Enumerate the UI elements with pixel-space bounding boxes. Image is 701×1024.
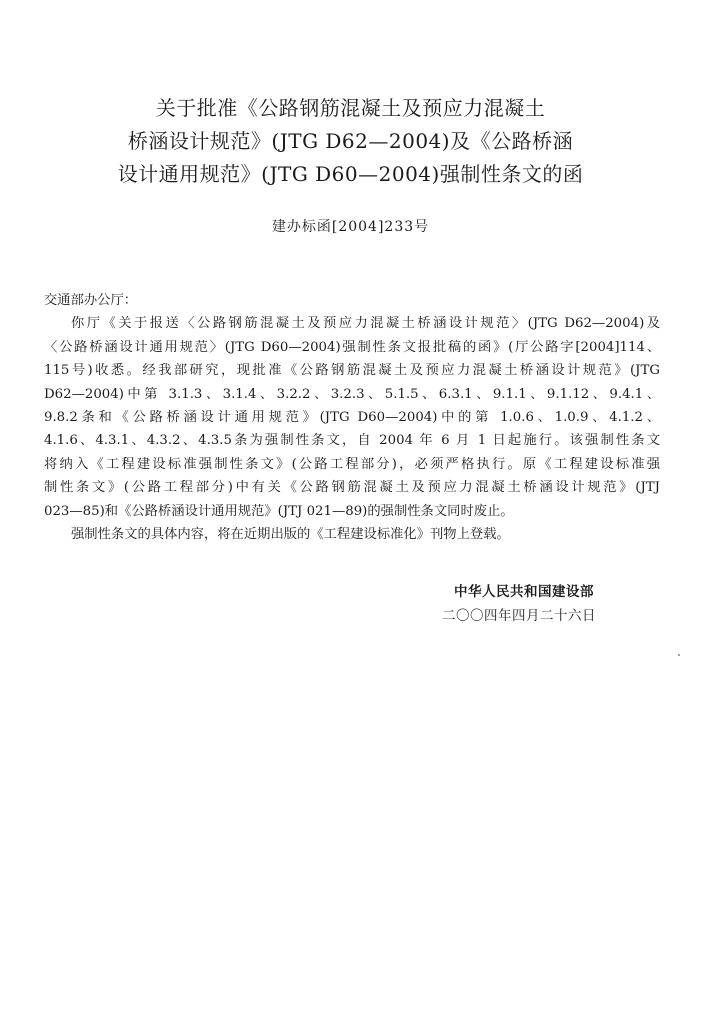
- salutation: 交通部办公厅：: [44, 293, 138, 308]
- paragraph-line: 9.8.2条和《公路桥涵设计通用规范》(JTG D60—2004)中的第 1.0.6、1.0.9、4.1.2、: [44, 410, 660, 426]
- paragraph-line: 4.1.6、4.3.1、4.3.2、4.3.5条为强制性条文，自 2004 年 6 月 1 日起施行。该强制性条文: [44, 433, 660, 449]
- scan-speck: [678, 654, 680, 656]
- signature-date: 二〇〇四年四月二十六日: [442, 608, 596, 624]
- paragraph-line: 〈公路桥涵设计通用规范〉(JTG D60—2004)强制性条文报批稿的函》(厅公路字[2004]114、: [44, 339, 660, 355]
- letter-body: [44, 289, 660, 546]
- title-line: 关于批准《公路钢筋混凝土及预应力混凝土: [155, 96, 546, 120]
- document-number: 建办标函[2004]233号: [271, 219, 430, 235]
- paragraph-line: 你厅《关于报送〈公路钢筋混凝土及预应力混凝土桥涵设计规范〉(JTG D62—2004)及: [71, 316, 660, 332]
- paragraph-line: 制性条文》(公路工程部分)中有关《公路钢筋混凝土及预应力混凝土桥涵设计规范》(JTJ: [44, 480, 660, 496]
- title-line: 桥涵设计规范》(JTG D62—2004)及《公路桥涵: [127, 129, 574, 153]
- paragraph-line: 将纳入《工程建设标准强制性条文》(公路工程部分)，必须严格执行。原《工程建设标准强: [44, 456, 660, 472]
- title-line: 设计通用规范》(JTG D60—2004)强制性条文的函: [117, 162, 584, 186]
- paragraph-line: D62—2004)中第 3.1.3、3.1.4、3.2.2、3.2.3、5.1.5、6.3.1、9.1.1、9.1.12、9.4.1、: [44, 386, 660, 402]
- document-title: [0, 92, 701, 191]
- paragraph-publication: 强制性条文的具体内容，将在近期出版的《工程建设标准化》刊物上登载。: [71, 527, 510, 543]
- signature-organization: 中华人民共和国建设部: [454, 584, 594, 600]
- paragraph-approval: [44, 312, 660, 523]
- paragraph-line: 023—85)和《公路桥涵设计通用规范》(JTJ 021—89)的强制性条文同时废止。: [44, 503, 514, 519]
- paragraph-line: 115号)收悉。经我部研究，现批准《公路钢筋混凝土及预应力混凝土桥涵设计规范》(JTG: [44, 363, 660, 379]
